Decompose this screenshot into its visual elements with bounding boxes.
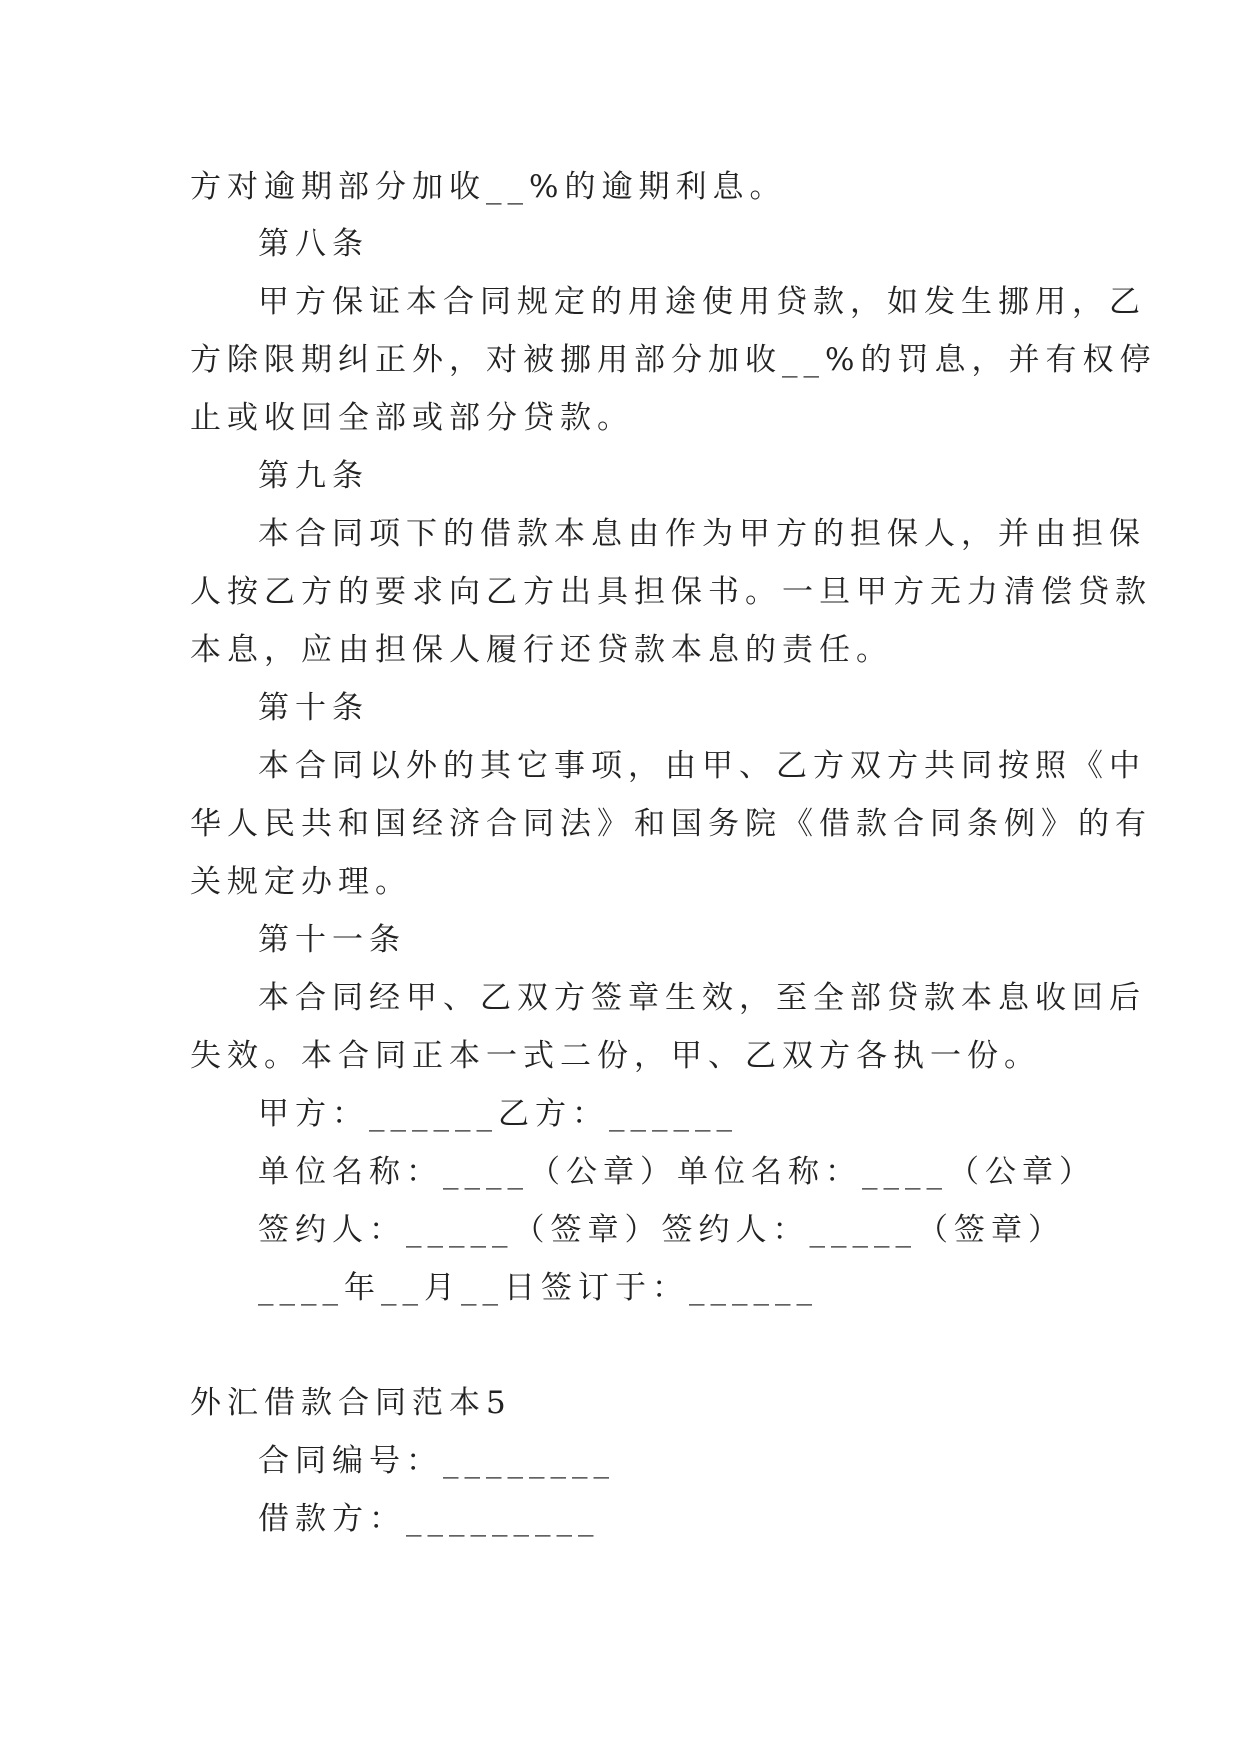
paragraph-line: 止或收回全部或部分贷款。 (190, 400, 634, 436)
article-heading-9: 第九条 (258, 458, 369, 494)
paragraph-line: 方除限期纠正外，对被挪用部分加收__%的罚息，并有权停 (190, 342, 1157, 378)
contract-number-line: 合同编号：________ (258, 1443, 615, 1479)
signature-date-line: ____年__月__日签订于：______ (258, 1270, 818, 1306)
paragraph-line: 失效。本合同正本一式二份，甲、乙双方各执一份。 (190, 1038, 1041, 1074)
signature-unit-line: 单位名称：____（公章）单位名称：____（公章） (258, 1154, 1096, 1190)
paragraph-line: 华人民共和国经济合同法》和国务院《借款合同条例》的有 (190, 806, 1152, 842)
paragraph-line: 本合同项下的借款本息由作为甲方的担保人，并由担保 (258, 516, 1146, 552)
signature-signer-line: 签约人：_____（签章）签约人：_____（签章） (258, 1212, 1065, 1248)
signature-parties-line: 甲方：______乙方：______ (258, 1096, 738, 1132)
paragraph-line: 本息，应由担保人履行还贷款本息的责任。 (190, 632, 893, 668)
paragraph-line: 方对逾期部分加收__%的逾期利息。 (190, 169, 787, 205)
paragraph-line: 关规定办理。 (190, 864, 412, 900)
paragraph-line: 本合同以外的其它事项，由甲、乙方双方共同按照《中 (258, 748, 1146, 784)
article-heading-10: 第十条 (258, 690, 369, 726)
article-heading-8: 第八条 (258, 226, 369, 262)
article-heading-11: 第十一条 (258, 922, 406, 958)
section-title: 外汇借款合同范本5 (190, 1385, 512, 1421)
borrower-line: 借款方：_________ (258, 1501, 600, 1537)
paragraph-line: 人按乙方的要求向乙方出具担保书。一旦甲方无力清偿贷款 (190, 574, 1152, 610)
paragraph-line: 本合同经甲、乙双方签章生效，至全部贷款本息收回后 (258, 980, 1146, 1016)
paragraph-line: 甲方保证本合同规定的用途使用贷款，如发生挪用，乙 (258, 284, 1146, 320)
